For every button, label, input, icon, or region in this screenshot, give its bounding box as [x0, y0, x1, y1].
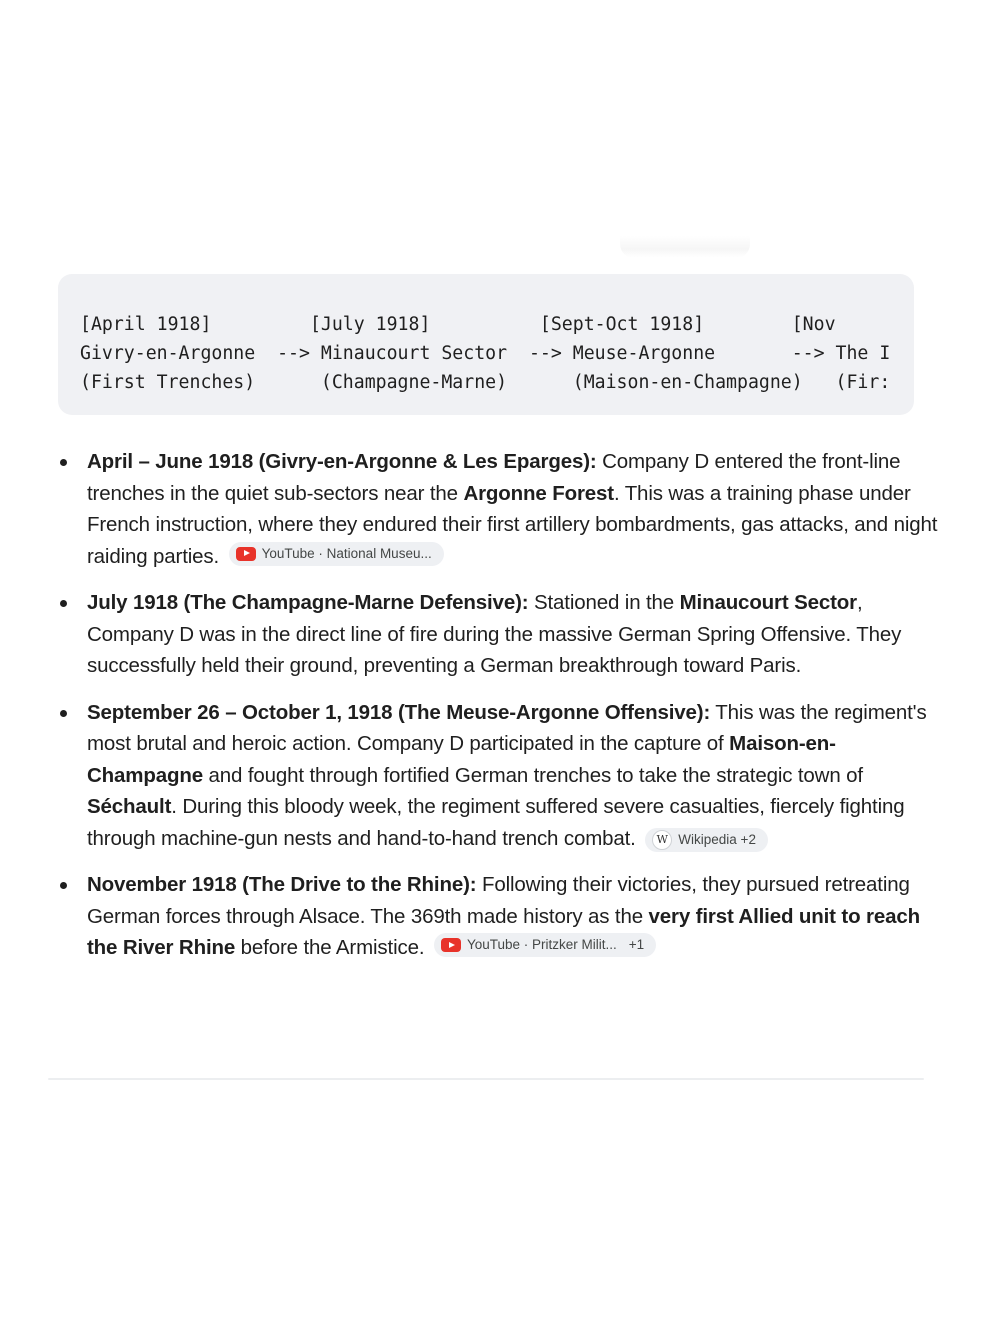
item-text: . During this bloody week, the regiment suffered severe casualties, fiercely fighting through machine-gun nests and hand-to-hand trench combat. [87, 795, 905, 850]
chip-extra-count: +1 [628, 937, 645, 952]
item-heading: September 26 – October 1, 1918 (The Meuse-Argonne Offensive): [87, 700, 711, 724]
list-item [58, 446, 938, 572]
timeline-code-block [58, 274, 914, 415]
item-text: . This was a training phase under French instruction, where they endured their first artillery bombardments, gas attacks, and night raiding parties. [87, 481, 938, 568]
youtube-icon [236, 547, 256, 561]
list-item [58, 869, 938, 964]
item-text: and fought through fortified German trenches to take the strategic town of [202, 763, 863, 787]
source-chip-youtube[interactable] [434, 933, 656, 957]
item-bold: Séchault [87, 795, 172, 818]
source-chip-youtube[interactable] [229, 542, 444, 566]
item-text: Stationed in the [528, 591, 680, 614]
chip-label: Wikipedia +2 [678, 831, 756, 847]
item-text: Following their victories, they pursued retreating German forces through Alsace. The 369th made history as the [87, 873, 910, 928]
list-item [58, 697, 938, 855]
code-line: Givry-en-Argonne --> Minaucourt Sector --> Meuse-Argonne --> The I [80, 343, 891, 364]
item-heading: July 1918 (The Champagne-Marne Defensive): [87, 591, 529, 614]
item-bold: Maison-en-Champagne [87, 732, 836, 787]
list-item [58, 587, 938, 682]
wikipedia-icon: W [652, 830, 672, 850]
item-heading: April – June 1918 (Givry-en-Argonne & Les Eparges): [87, 450, 597, 473]
item-text: , Company D was in the direct line of fire during the massive German Spring Offensive. They successfully held their ground, preventing a German breakthrough toward Paris. [87, 591, 902, 677]
collapsed-header-fragment [620, 236, 750, 258]
item-text: Company D entered the front-line trenches in the quiet sub-sectors near the [87, 450, 901, 505]
item-bold: Minaucourt Sector [679, 591, 858, 614]
item-text: before the Armistice. [235, 936, 425, 959]
chip-label: YouTube · National Museu... [261, 545, 432, 561]
item-bold: Argonne Forest [463, 481, 614, 505]
campaign-list [58, 446, 938, 979]
chip-label: YouTube · Pritzker Milit... [466, 937, 617, 952]
item-heading: November 1918 (The Drive to the Rhine): [87, 873, 477, 896]
youtube-icon [441, 938, 461, 952]
item-text: This was the regiment's most brutal and heroic action. Company D participated in the capture of [87, 700, 927, 755]
source-chip-wikipedia[interactable] [645, 828, 768, 852]
code-line: (First Trenches) (Champagne-Marne) (Maison-en-Champagne) (Fir: [80, 372, 891, 393]
code-line: [April 1918] [July 1918] [Sept-Oct 1918] [Nov [80, 314, 836, 335]
code-text [80, 310, 890, 397]
divider [48, 1078, 924, 1080]
item-bold: very first Allied unit to reach the River Rhine [87, 904, 920, 959]
